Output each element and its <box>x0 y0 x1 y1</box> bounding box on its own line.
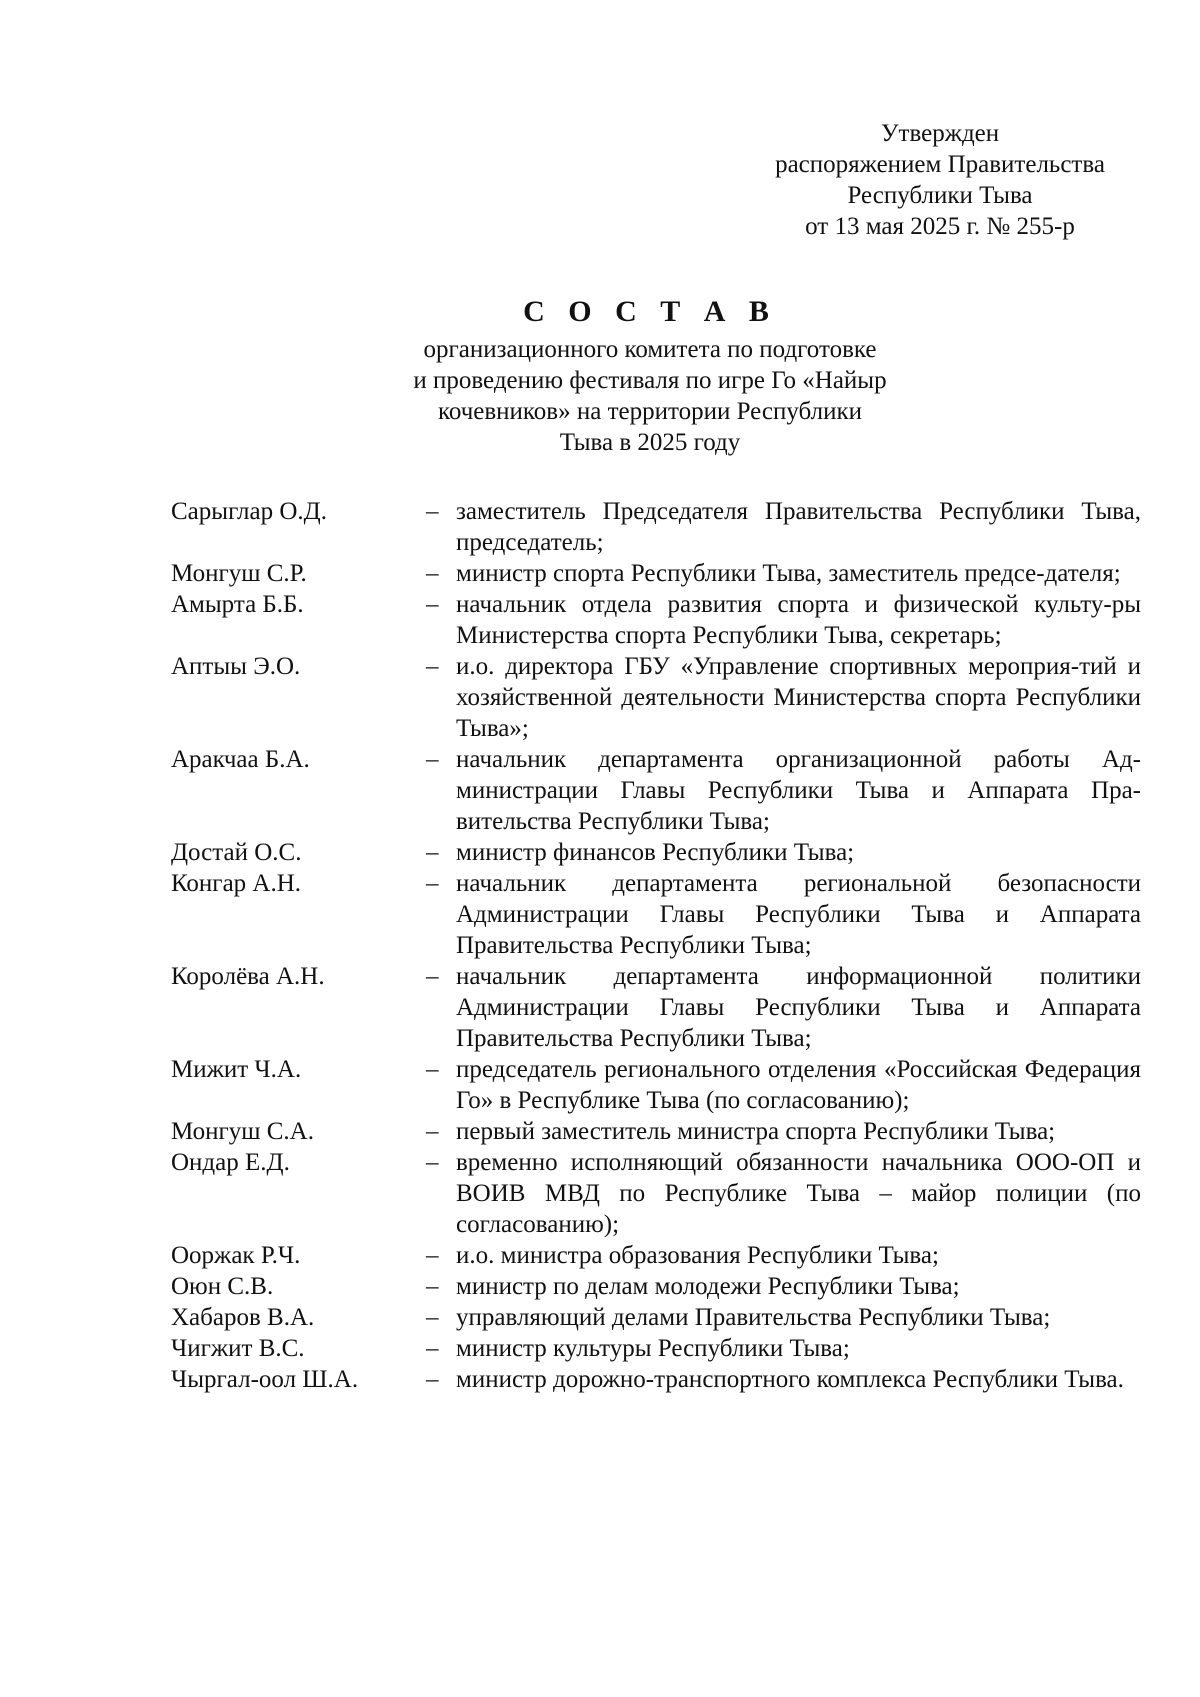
member-row <box>171 837 1141 868</box>
member-role: председатель регионального отделения «Российская Федерация Го» в Республике Тыва (по согласованию); <box>456 1056 1141 1114</box>
member-row <box>171 651 1141 744</box>
member-role: временно исполняющий обязанности начальника ООО-ОП и ВОИВ МВД по Республике Тыва – майор полиции (по согласованию); <box>456 1149 1141 1238</box>
member-dash: – <box>426 560 439 587</box>
member-row <box>171 1240 1141 1271</box>
member-row <box>171 589 1141 651</box>
member-role: министр культуры Республики Тыва; <box>456 1335 850 1362</box>
subtitle-line: и проведению фестиваля по игре Го «Найыр <box>413 367 887 394</box>
member-dash: – <box>426 1056 439 1083</box>
member-dash: – <box>426 1273 439 1300</box>
member-name: Амырта Б.Б. <box>171 591 304 618</box>
member-dash: – <box>426 653 439 680</box>
approval-line-1: Утвержден <box>880 120 1000 147</box>
member-row <box>171 1271 1141 1302</box>
member-row <box>171 1302 1141 1333</box>
subtitle-line: кочевников» на территории Республики <box>437 398 863 425</box>
member-name: Мижит Ч.А. <box>171 1056 302 1083</box>
document-subtitle <box>350 334 950 458</box>
member-name: Ондар Е.Д. <box>171 1149 290 1176</box>
member-row <box>171 744 1141 837</box>
member-name: Королёва А.Н. <box>171 963 325 990</box>
member-row <box>171 868 1141 961</box>
member-name: Чыргал-оол Ш.А. <box>171 1366 359 1393</box>
member-name: Монгуш С.А. <box>171 1118 314 1145</box>
member-name: Оюн С.В. <box>171 1273 274 1300</box>
member-dash: – <box>426 1335 439 1362</box>
member-dash: – <box>426 498 439 525</box>
member-name: Монгуш С.Р. <box>171 560 307 587</box>
member-row <box>171 1116 1141 1147</box>
member-row <box>171 961 1141 1054</box>
member-role: и.о. директора ГБУ «Управление спортивных мероприя-тий и хозяйственной деятельности Министерства спорта Республики Тыва»; <box>456 653 1141 742</box>
member-row <box>171 496 1141 558</box>
member-row <box>171 1147 1141 1240</box>
member-role: начальник департамента организационной работы Ад-министрации Главы Республики Тыва и Аппарата Пра-вительства Республики Тыва; <box>456 746 1141 835</box>
approval-line-3: Республики Тыва <box>847 182 1033 209</box>
member-dash: – <box>426 1149 439 1176</box>
member-dash: – <box>426 591 439 618</box>
member-role: министр по делам молодежи Республики Тыва; <box>456 1273 960 1300</box>
member-dash: – <box>426 839 439 866</box>
member-role: и.о. министра образования Республики Тыва; <box>456 1242 939 1269</box>
member-role: начальник департамента информационной политики Администрации Главы Республики Тыва и Аппарата Правительства Республики Тыва; <box>456 963 1141 1052</box>
member-name: Достай О.С. <box>171 839 302 866</box>
member-dash: – <box>426 870 439 897</box>
member-role: заместитель Председателя Правительства Республики Тыва, председатель; <box>456 498 1141 556</box>
approval-line-2: распоряжением Правительства <box>775 151 1105 178</box>
member-row <box>171 558 1141 589</box>
member-dash: – <box>426 746 439 773</box>
member-row <box>171 1333 1141 1364</box>
approval-stamp <box>740 118 1140 242</box>
member-role: министр дорожно-транспортного комплекса Республики Тыва. <box>456 1366 1124 1393</box>
member-dash: – <box>426 1118 439 1145</box>
member-row <box>171 1054 1141 1116</box>
member-dash: – <box>426 1242 439 1269</box>
document-title: С О С Т А В <box>523 295 777 328</box>
members-list <box>171 496 1141 1395</box>
member-name: Хабаров В.А. <box>171 1304 315 1331</box>
member-role: министр спорта Республики Тыва, заместитель предсе-дателя; <box>456 560 1121 587</box>
subtitle-line: Тыва в 2025 году <box>559 429 741 456</box>
member-name: Аптыы Э.О. <box>171 653 301 680</box>
document-heading <box>350 292 950 458</box>
member-name: Конгар А.Н. <box>171 870 302 897</box>
member-name: Сарыглар О.Д. <box>171 498 327 525</box>
member-role: управляющий делами Правительства Республики Тыва; <box>456 1304 1051 1331</box>
member-dash: – <box>426 963 439 990</box>
member-role: начальник отдела развития спорта и физической культу-ры Министерства спорта Республики Тыва, секретарь; <box>456 591 1141 649</box>
member-name: Ооржак Р.Ч. <box>171 1242 301 1269</box>
member-role: начальник департамента региональной безопасности Администрации Главы Республики Тыва и Аппарата Правительства Республики Тыва; <box>456 870 1141 959</box>
member-role: первый заместитель министра спорта Республики Тыва; <box>456 1118 1056 1145</box>
member-dash: – <box>426 1304 439 1331</box>
approval-line-4: от 13 мая 2025 г. № 255-р <box>805 213 1075 240</box>
member-dash: – <box>426 1366 439 1393</box>
member-name: Аракчаа Б.А. <box>171 746 310 773</box>
member-row <box>171 1364 1141 1395</box>
subtitle-line: организационного комитета по подготовке <box>423 336 877 363</box>
member-role: министр финансов Республики Тыва; <box>456 839 855 866</box>
member-name: Чигжит В.С. <box>171 1335 305 1362</box>
